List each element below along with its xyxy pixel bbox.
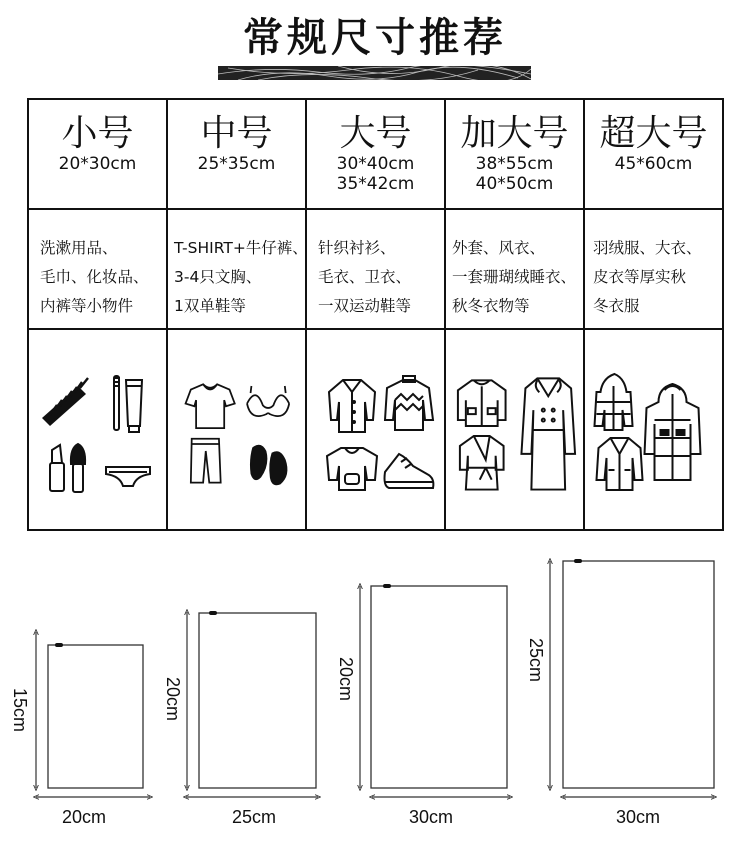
description-line: 洗漱用品、 — [40, 239, 118, 257]
size-name: 加大号 — [460, 113, 569, 154]
bag-4 — [550, 559, 714, 797]
size-xxlarge-header — [584, 99, 723, 209]
size-description-row — [28, 209, 723, 329]
bag-1-height-label: 15cm — [10, 688, 30, 733]
size-xxlarge-icons — [584, 329, 723, 530]
robe-icon — [460, 436, 504, 490]
overcoat-icon — [597, 438, 643, 490]
jacket-icon — [458, 380, 506, 426]
size-xlarge-icons — [445, 329, 584, 530]
toothpaste-icon — [126, 380, 142, 432]
description-line: 皮衣等厚实秋 — [593, 268, 687, 286]
description-line: 外套、风衣、 — [452, 239, 546, 257]
bag-3-width-label: 30cm — [409, 807, 454, 827]
description-line: 秋冬衣物等 — [452, 297, 530, 315]
size-dimension: 30*40cm — [336, 154, 415, 174]
page-title: 常规尺寸推荐 — [243, 15, 507, 61]
trench-coat-icon — [521, 378, 575, 489]
comb-icon — [42, 378, 88, 426]
bag-3-height-label: 20cm — [336, 657, 356, 702]
down-jacket-icon — [595, 374, 633, 430]
description-line: 羽绒服、大衣、 — [593, 239, 702, 257]
tshirt-icon — [186, 384, 235, 428]
bag-3 — [360, 584, 510, 797]
title-decoration — [218, 66, 531, 80]
makeup-brush-icon — [71, 444, 85, 492]
description-line: 冬衣服 — [593, 297, 640, 315]
bag-2-height-label: 20cm — [163, 677, 183, 722]
description-line: 内裤等小物件 — [40, 297, 134, 315]
size-name: 中号 — [200, 113, 273, 154]
description-line: 一套珊瑚绒睡衣、 — [452, 268, 577, 286]
shirt-icon — [329, 380, 375, 432]
bag-2 — [186, 611, 318, 797]
size-dimension: 40*50cm — [475, 174, 554, 194]
size-medium-description — [167, 209, 306, 329]
size-medium-header — [167, 99, 306, 209]
size-table — [27, 98, 724, 531]
description-line: T-SHIRT+牛仔裤、 — [174, 239, 308, 257]
bag-1-width-label: 20cm — [62, 807, 107, 827]
size-small-header — [28, 99, 167, 209]
size-name: 超大号 — [599, 113, 708, 154]
description-line: 1双单鞋等 — [174, 297, 246, 315]
bag-outlines — [0, 540, 750, 845]
size-dimension: 45*60cm — [614, 154, 693, 174]
sneaker-icon — [385, 454, 434, 488]
shoes-icon — [250, 445, 287, 486]
size-large-description — [306, 209, 445, 329]
bra-icon — [247, 386, 289, 416]
toothbrush-icon — [114, 376, 120, 430]
description-line: 毛衣、卫衣、 — [318, 268, 412, 286]
description-line: 一双运动鞋等 — [318, 297, 412, 315]
description-line: 毛巾、化妆品、 — [40, 268, 149, 286]
puffer-coat-icon — [645, 384, 701, 480]
bag-4-width-label: 30cm — [616, 807, 661, 827]
bag-size-diagrams — [0, 540, 750, 845]
size-dimension: 35*42cm — [336, 174, 415, 194]
size-dimension: 38*55cm — [475, 154, 554, 174]
size-name: 大号 — [339, 113, 412, 154]
hoodie-icon — [327, 448, 377, 490]
size-small-description — [28, 209, 167, 329]
bag-1 — [36, 632, 150, 797]
size-xxlarge-description — [584, 209, 723, 329]
size-dimension: 20*30cm — [58, 154, 137, 174]
size-dimension: 25*35cm — [197, 154, 276, 174]
lipstick-icon — [50, 445, 64, 491]
size-header-row — [28, 99, 723, 209]
size-large-icons — [306, 329, 445, 530]
size-xlarge-header — [445, 99, 584, 209]
description-line: 3-4只文胸、 — [174, 268, 262, 286]
sweater-icon — [385, 376, 433, 430]
underwear-icon — [106, 467, 150, 486]
description-line: 针织衬衫、 — [318, 239, 396, 257]
size-icon-row — [28, 329, 723, 530]
jeans-icon — [191, 439, 221, 483]
size-medium-icons — [167, 329, 306, 530]
size-small-icons — [28, 329, 167, 530]
bag-4-height-label: 25cm — [526, 638, 546, 683]
size-xlarge-description — [445, 209, 584, 329]
bag-2-width-label: 25cm — [232, 807, 277, 827]
size-name: 小号 — [61, 113, 134, 154]
size-large-header — [306, 99, 445, 209]
